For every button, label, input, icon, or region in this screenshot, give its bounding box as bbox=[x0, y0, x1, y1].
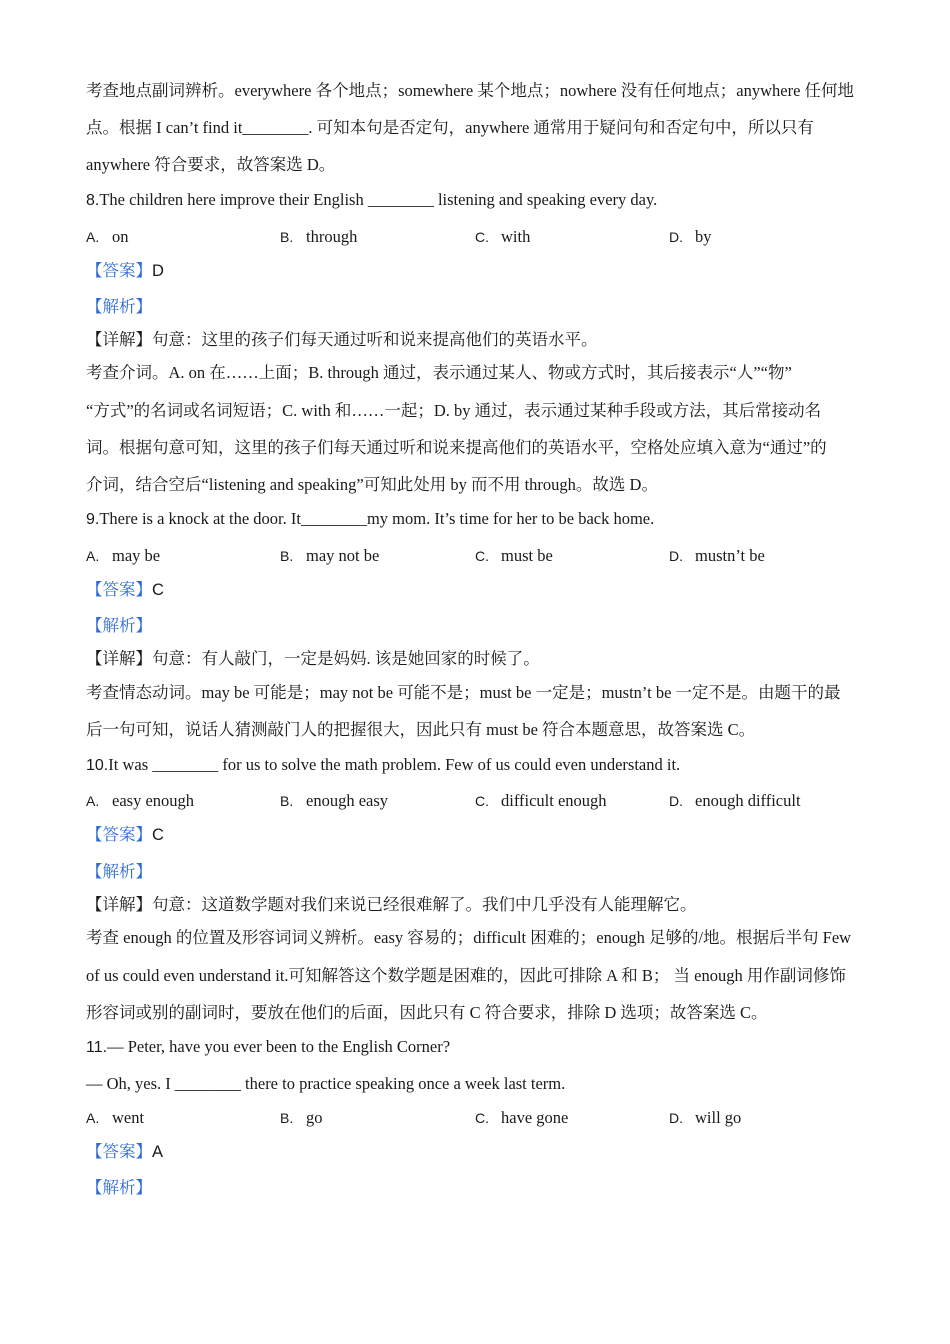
option-text: with bbox=[501, 227, 531, 246]
q11-number: 11. bbox=[86, 1039, 108, 1056]
q9-option-d bbox=[669, 545, 765, 567]
option-text: went bbox=[112, 1108, 145, 1127]
option-text: through bbox=[306, 227, 358, 246]
answer-value: D bbox=[152, 262, 164, 280]
q8-stem bbox=[86, 189, 657, 212]
option-text: may be bbox=[112, 546, 161, 565]
answer-value: A bbox=[152, 1143, 164, 1161]
option-text: by bbox=[695, 227, 712, 246]
q11-option-a bbox=[86, 1107, 144, 1129]
q11-stem bbox=[86, 1036, 450, 1059]
option-letter: A. bbox=[86, 229, 100, 245]
q11-option-b bbox=[280, 1107, 323, 1129]
option-letter: C. bbox=[475, 793, 489, 809]
option-text: easy enough bbox=[112, 791, 195, 810]
q10-answer bbox=[86, 824, 164, 846]
q10-number: 10. bbox=[86, 757, 109, 774]
q11-option-d bbox=[669, 1107, 741, 1129]
detail-label: 【详解】 bbox=[86, 649, 152, 668]
q8-option-a bbox=[86, 226, 129, 248]
q8-option-c bbox=[475, 226, 530, 248]
option-letter: D. bbox=[669, 548, 683, 564]
q8-number: 8. bbox=[86, 192, 100, 209]
q10-analysis-label: 【解析】 bbox=[86, 862, 152, 881]
q8-explanation-line-1: 考查介词。A. on 在……上面；B. through 通过，表示通过某人、物或方式时，其后接表示“人”“物” bbox=[86, 363, 792, 382]
q7-explanation-line-1: 考查地点副词辨析。everywhere 各个地点；somewhere 某个地点；nowhere 没有任何地点；anywhere 任何地 bbox=[86, 81, 855, 100]
option-letter: A. bbox=[86, 1110, 100, 1126]
q10-stem-text: It was ________ for us to solve the math problem. Few of us could even understand it. bbox=[108, 755, 681, 774]
q9-number: 9. bbox=[86, 511, 100, 528]
q8-detail bbox=[86, 329, 598, 351]
q7-explanation-line-2: 点。根据 I can’t find it________. 可知本句是否定句，anywhere 通常用于疑问句和否定句中，所以只有 bbox=[86, 118, 814, 137]
detail-label: 【详解】 bbox=[86, 330, 152, 349]
option-letter: B. bbox=[280, 1110, 294, 1126]
q9-explanation-line-1: 考查情态动词。may be 可能是；may not be 可能不是；must be 一定是；mustn’t be 一定不是。由题干的最 bbox=[86, 683, 841, 702]
option-letter: A. bbox=[86, 793, 100, 809]
q9-option-b bbox=[280, 545, 379, 567]
option-letter: B. bbox=[280, 548, 294, 564]
detail-label: 【详解】 bbox=[86, 895, 152, 914]
answer-value: C bbox=[152, 581, 164, 599]
q9-analysis-label: 【解析】 bbox=[86, 616, 152, 635]
q10-detail bbox=[86, 894, 697, 916]
answer-label: 【答案】 bbox=[86, 1142, 152, 1161]
answer-label: 【答案】 bbox=[86, 580, 152, 599]
option-text: go bbox=[306, 1108, 323, 1127]
q8-option-b bbox=[280, 226, 357, 248]
detail-text: 句意：有人敲门，一定是妈妈. 该是她回家的时候了。 bbox=[152, 649, 540, 668]
option-letter: B. bbox=[280, 793, 294, 809]
q9-answer bbox=[86, 579, 164, 601]
q10-option-d bbox=[669, 790, 801, 812]
option-text: enough easy bbox=[306, 791, 389, 810]
q10-option-b bbox=[280, 790, 388, 812]
q8-stem-text: The children here improve their English ________ listening and speaking every day. bbox=[99, 190, 658, 209]
q11-answer bbox=[86, 1141, 163, 1163]
option-text: enough difficult bbox=[695, 791, 801, 810]
q10-stem bbox=[86, 754, 680, 777]
q9-explanation-line-2: 后一句可知，说话人猜测敲门人的把握很大，因此只有 must be 符合本题意思，故答案选 C。 bbox=[86, 720, 756, 739]
detail-text: 句意：这道数学题对我们来说已经很难解了。我们中几乎没有人能理解它。 bbox=[152, 895, 697, 914]
q10-explanation-line-3: 形容词或别的副词时，要放在他们的后面，因此只有 C 符合要求，排除 D 选项；故答案选 C。 bbox=[86, 1003, 768, 1022]
q7-explanation-line-3: anywhere 符合要求，故答案选 D。 bbox=[86, 155, 336, 174]
option-text: must be bbox=[501, 546, 553, 565]
q8-answer bbox=[86, 260, 164, 282]
option-text: difficult enough bbox=[501, 791, 607, 810]
option-letter: A. bbox=[86, 548, 100, 564]
q9-option-a bbox=[86, 545, 160, 567]
answer-value: C bbox=[152, 826, 164, 844]
q11-stem-reply: — Oh, yes. I ________ there to practice speaking once a week last term. bbox=[86, 1074, 566, 1093]
q8-explanation-line-3: 词。根据句意可知，这里的孩子们每天通过听和说来提高他们的英语水平，空格处应填入意为“通过”的 bbox=[86, 438, 827, 457]
option-text: on bbox=[112, 227, 129, 246]
option-letter: C. bbox=[475, 1110, 489, 1126]
q11-option-c bbox=[475, 1107, 568, 1129]
option-text: have gone bbox=[501, 1108, 569, 1127]
q11-stem-text: — Peter, have you ever been to the English Corner? bbox=[107, 1037, 451, 1056]
answer-label: 【答案】 bbox=[86, 825, 152, 844]
q8-explanation-line-2: “方式”的名词或名词短语；C. with 和……一起；D. by 通过，表示通过某种手段或方法，其后常接动名 bbox=[86, 401, 822, 420]
option-text: may not be bbox=[306, 546, 380, 565]
q9-stem bbox=[86, 508, 654, 531]
option-letter: D. bbox=[669, 793, 683, 809]
q8-analysis-label: 【解析】 bbox=[86, 297, 152, 316]
q9-stem-text: There is a knock at the door. It________my mom. It’s time for her to be back home. bbox=[99, 509, 655, 528]
option-letter: C. bbox=[475, 229, 489, 245]
option-letter: D. bbox=[669, 229, 683, 245]
q9-detail bbox=[86, 648, 540, 670]
detail-text: 句意：这里的孩子们每天通过听和说来提高他们的英语水平。 bbox=[152, 330, 598, 349]
q10-explanation-line-2: of us could even understand it.可知解答这个数学题是困难的，因此可排除 A 和 B； 当 enough 用作副词修饰 bbox=[86, 966, 846, 985]
q10-option-a bbox=[86, 790, 194, 812]
q9-option-c bbox=[475, 545, 553, 567]
option-text: mustn’t be bbox=[695, 546, 765, 565]
q10-explanation-line-1: 考查 enough 的位置及形容词词义辨析。easy 容易的；difficult 困难的；enough 足够的/地。根据后半句 Few bbox=[86, 928, 852, 947]
option-letter: B. bbox=[280, 229, 294, 245]
answer-label: 【答案】 bbox=[86, 261, 152, 280]
option-letter: D. bbox=[669, 1110, 683, 1126]
q8-explanation-line-4: 介词，结合空后“listening and speaking”可知此处用 by 而不用 through。故选 D。 bbox=[86, 475, 658, 494]
q8-option-d bbox=[669, 226, 712, 248]
q11-analysis-label: 【解析】 bbox=[86, 1178, 152, 1197]
q10-option-c bbox=[475, 790, 607, 812]
option-text: will go bbox=[695, 1108, 742, 1127]
option-letter: C. bbox=[475, 548, 489, 564]
